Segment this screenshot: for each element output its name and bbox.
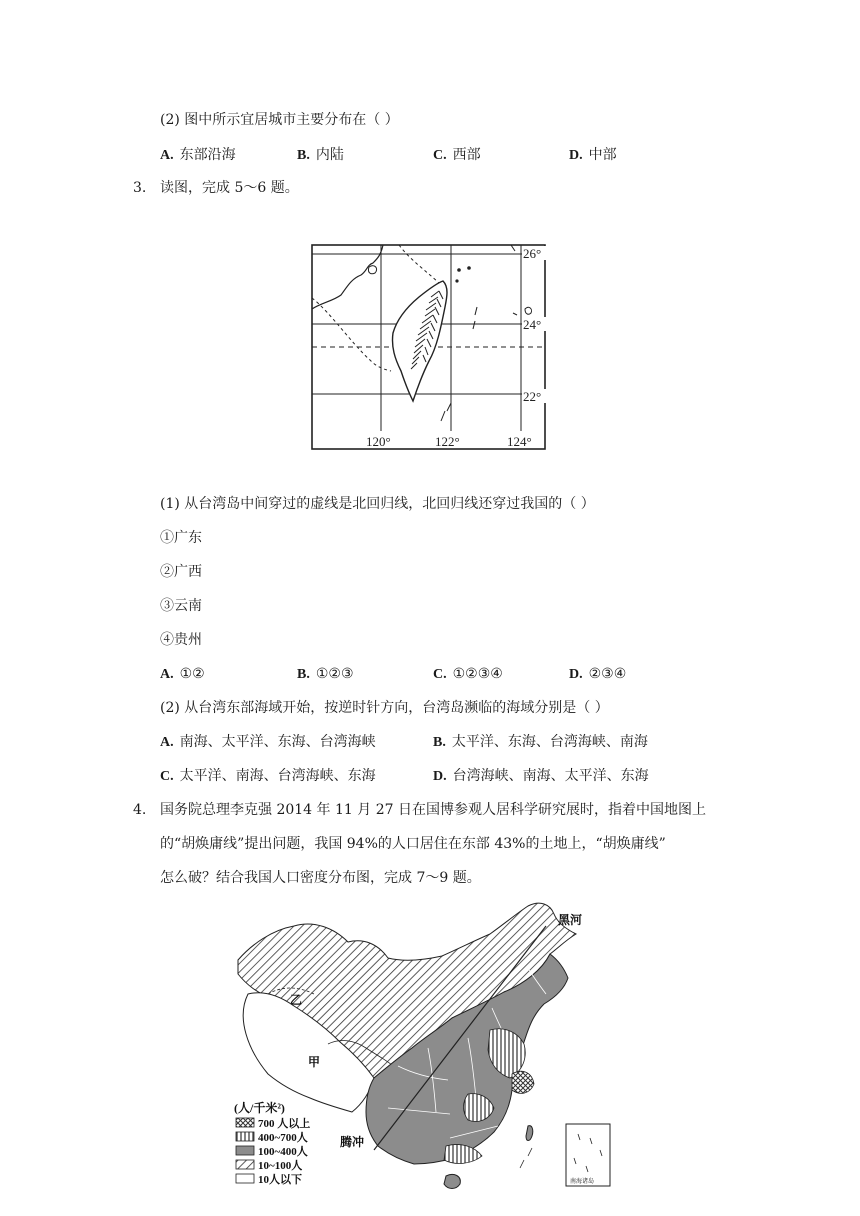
label-heihe: 黑河: [558, 913, 583, 927]
q3-part2-option-d: D. 台湾海峡、南海、太平洋、东海: [433, 768, 649, 784]
legend-item-100-400: 100~400人: [258, 1146, 308, 1158]
lon-label-122: 122°: [435, 434, 460, 449]
q4-stem-line-1: 国务院总理李克强 2014 年 11 月 27 日在国博参观人居科学研究展时，指着中国地图上: [160, 802, 706, 818]
q3-part1-option-c: C. ①②③④: [433, 666, 503, 682]
q3-part2-option-c: C. 太平洋、南海、台湾海峡、东海: [160, 768, 376, 784]
q3-part1-stem: (1) 从台湾岛中间穿过的虚线是北回归线，北回归线还穿过我国的（ ）: [160, 496, 595, 512]
lat-label-22: 22°: [523, 389, 542, 404]
q3-stem: 读图，完成 5～6 题。: [160, 180, 299, 196]
label-tengchong: 腾冲: [340, 1135, 365, 1149]
legend-item-10-100: 10~100人: [258, 1160, 303, 1172]
legend-unit: (人/千米²): [234, 1101, 285, 1115]
q3-number: 3.: [133, 180, 147, 196]
label-jia: 甲: [308, 1055, 321, 1069]
q4-stem-line-2: 的“胡焕庸线”提出问题，我国 94%的人口居住在东部 43%的土地上，“胡焕庸线”: [160, 836, 666, 852]
q3-part1-option-a: A. ①②: [160, 666, 205, 682]
q2-option-b: B. 内陆: [297, 147, 344, 163]
q3-part2-option-b: B. 太平洋、东海、台湾海峡、南海: [433, 734, 648, 750]
lat-label-24: 24°: [523, 317, 542, 332]
label-yi: 乙: [290, 993, 303, 1007]
q4-number: 4.: [133, 802, 147, 818]
legend-item-under-10: 10人以下: [258, 1174, 302, 1186]
q2-option-c: C. 西部: [433, 147, 481, 163]
q3-part2-stem: (2) 从台湾东部海域开始，按逆时针方向，台湾岛濒临的海域分别是（ ）: [160, 700, 609, 716]
legend-item-700plus: 700 人以上: [258, 1118, 311, 1130]
taiwan-map: [311, 243, 551, 453]
q3-item-3: ③云南: [160, 598, 202, 614]
q3-part1-option-b: B. ①②③: [297, 666, 354, 682]
label-nanhai-inset: 南海诸岛: [570, 1179, 595, 1185]
china-population-map: [228, 898, 628, 1198]
q3-item-2: ②广西: [160, 564, 202, 580]
lon-label-124: 124°: [507, 434, 532, 449]
lon-label-120: 120°: [366, 434, 391, 449]
lat-label-26: 26°: [523, 246, 542, 261]
legend-item-400-700: 400~700人: [258, 1132, 308, 1144]
q3-item-1: ①广东: [160, 530, 202, 546]
q3-part2-option-a: A. 南海、太平洋、东海、台湾海峡: [160, 734, 376, 750]
q3-item-4: ④贵州: [160, 632, 202, 648]
q2-option-d: D. 中部: [569, 147, 617, 163]
q3-part1-option-d: D. ②③④: [569, 666, 627, 682]
q2-part2-stem: (2) 图中所示宜居城市主要分布在（ ）: [160, 112, 399, 128]
q2-option-a: A. 东部沿海: [160, 147, 236, 163]
q4-stem-line-3: 怎么破？结合我国人口密度分布图，完成 7～9 题。: [160, 870, 481, 886]
